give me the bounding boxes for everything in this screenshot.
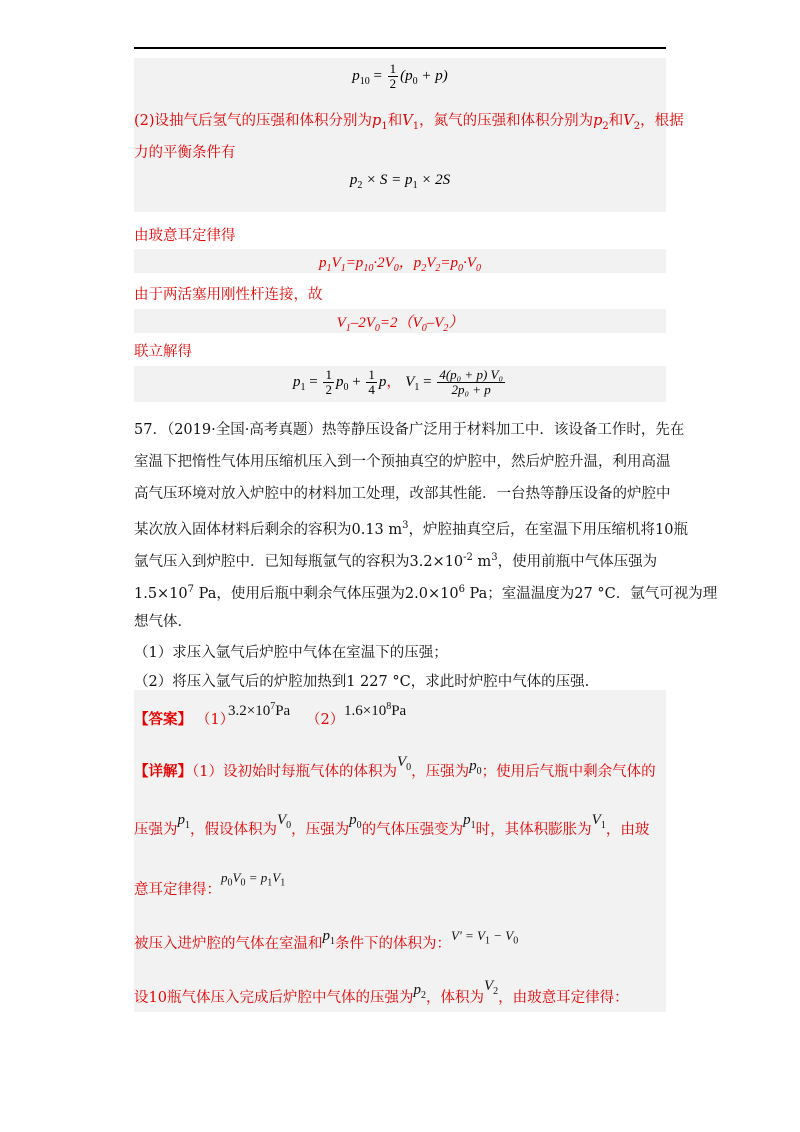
equation-volume: $V_1-2V_0=2(V_0-V_2)$ [336, 315, 464, 334]
answer-part1-value: $3.2\times 10^7Pa$ [228, 701, 291, 719]
problem57-line4: 某次放入固体材料后剩余的容积为0.13 $m^3$，炉腔抽真空后，在室温下用压缩机将10瓶 [134, 520, 688, 538]
detail-line2: 压强为$p_1$，假设体积为$V_0$，压强为$p_0$的气体压强变为$p_1$时，其体积膨胀为$V_1$，由玻 [134, 812, 650, 838]
problem57-question2: （2）将压入氩气后的炉腔加热到1 227 °C，求此时炉腔中气体的压强. [134, 674, 590, 690]
part2-statement: (2)设抽气后氢气的压强和体积分别为$p_1$和$V_1$，氮气的压强和体积分别为$p_2$和$V_2$，根据 [134, 113, 684, 132]
equation-force-balance: $p_2 \times S = p_1 \times 2S$ [349, 172, 451, 191]
solution-band-5 [134, 690, 666, 1012]
answer-part2-value: $1.6\times 10^8Pa$ [344, 701, 407, 719]
solve-label: 联立解得 [134, 344, 192, 360]
equation-p10: $p_{10}$ = $\frac{1}{2}$ $(p_0 + p)$ [352, 61, 448, 91]
problem57-line1: 57．（2019·全国·高考真题）热等静压设备广泛用于材料加工中．该设备工作时，先在 [134, 422, 685, 438]
detail-line3: 意耳定律得：$p_0V_0 = p_1V_1$ [134, 870, 286, 898]
problem57-line6: $1.5\times 10^7$ Pa，使用后瓶中剩余气体压强为$2.0\times 10^6$ Pa；室温温度为27 °C．氩气可视为理 [134, 584, 718, 602]
problem57-line3: 高气压环境对放入炉腔中的材料加工处理，改部其性能．一台热等静压设备的炉腔中 [134, 486, 671, 502]
problem57-line2: 室温下把惰性气体用压缩机压入到一个预抽真空的炉腔中，然后炉腔升温，利用高温 [134, 454, 671, 470]
detail-line4: 被压入进炉腔的气体在室温和$p_1$条件下的体积为：$V' = V_1 - V_0$ [134, 928, 519, 952]
header-rule [134, 47, 666, 49]
answer-part1-label: （1） [196, 712, 235, 728]
problem57-line5: 氩气压入到炉腔中．已知每瓶氩气的容积为$3.2\times 10^{-2}$ $m^3$，使用前瓶中气体压强为 [134, 552, 658, 570]
equation-solution: $p_1$ = $\frac{1}{2}$ $p_0$ + $\frac{1}{4}$ p， $V_1$ = $\frac{\text{4(p₀ + p) V₀}}{\text{2p₀ + p}}$ [292, 367, 503, 397]
answer-part2-label: （2） [306, 712, 345, 728]
part2-statement-line2: 力的平衡条件有 [134, 145, 236, 161]
problem57-question1: （1）求压入氩气后炉腔中气体在室温下的压强； [134, 645, 448, 661]
boyle-law-label: 由玻意耳定律得 [134, 228, 236, 244]
detail-line1: 【详解】（1）设初始时每瓶气体的体积为$V_0$，压强为$p_0$；使用后气瓶中剩余气体的 [134, 754, 656, 780]
answer-label: 【答案】 [134, 711, 192, 728]
detail-line5: 设10瓶气体压入完成后炉腔中气体的压强为$p_2$，体积为$V_2$，由玻意耳定律得： [134, 978, 629, 1006]
rod-label: 由于两活塞用刚性杆连接，故 [134, 287, 323, 303]
equation-boyle: $p_1V_1=p_{10}\cdot 2V_0$，$p_2V_2=p_0\cdot V_0$ [319, 255, 481, 274]
problem57-line7: 想气体． [134, 614, 192, 630]
